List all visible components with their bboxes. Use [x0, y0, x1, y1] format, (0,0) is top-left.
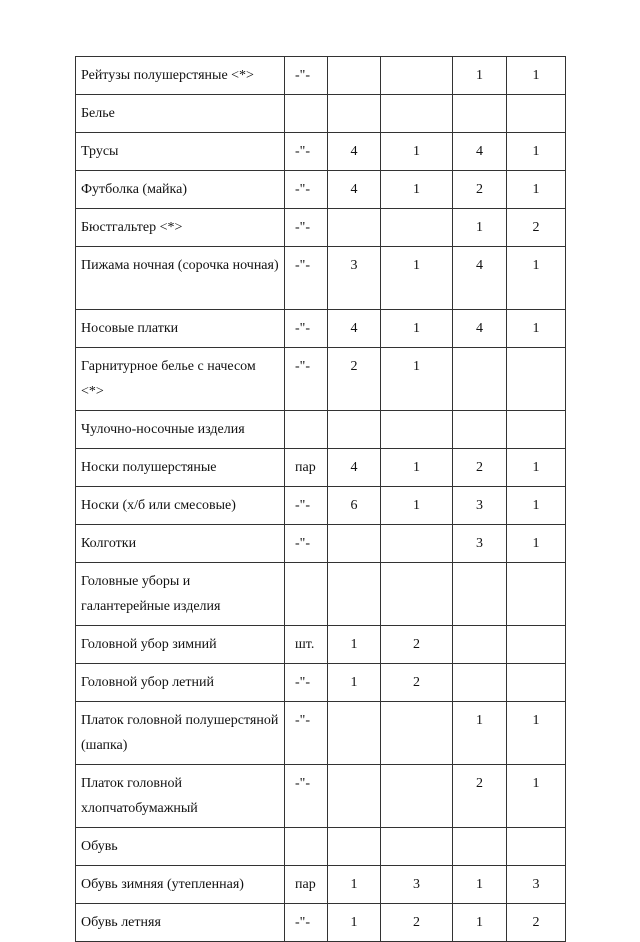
unit-cell: пар	[285, 449, 328, 487]
item-name-cell: Обувь летняя	[76, 904, 285, 942]
value-cell: 1	[453, 702, 507, 765]
value-cell: 1	[453, 904, 507, 942]
value-cell: 4	[328, 310, 381, 348]
value-cell	[381, 702, 453, 765]
value-cell: 4	[453, 133, 507, 171]
unit-cell: -"-	[285, 209, 328, 247]
unit-cell: -"-	[285, 133, 328, 171]
value-cell: 2	[453, 765, 507, 828]
table-row	[76, 310, 566, 348]
table-row	[76, 133, 566, 171]
table-row	[76, 904, 566, 942]
value-cell: 2	[328, 348, 381, 411]
value-cell	[507, 626, 566, 664]
unit-cell: -"-	[285, 348, 328, 411]
value-cell	[381, 411, 453, 449]
value-cell	[328, 828, 381, 866]
value-cell: 2	[453, 449, 507, 487]
value-cell: 3	[507, 866, 566, 904]
value-cell	[328, 525, 381, 563]
value-cell: 1	[507, 310, 566, 348]
table-row	[76, 866, 566, 904]
unit-cell: -"-	[285, 57, 328, 95]
unit-cell: -"-	[285, 525, 328, 563]
value-cell	[507, 95, 566, 133]
value-cell: 1	[381, 348, 453, 411]
table-row	[76, 449, 566, 487]
value-cell	[328, 702, 381, 765]
value-cell: 1	[507, 525, 566, 563]
value-cell	[328, 95, 381, 133]
unit-cell: -"-	[285, 765, 328, 828]
value-cell	[453, 95, 507, 133]
unit-cell: -"-	[285, 487, 328, 525]
table-row	[76, 563, 566, 626]
table-row	[76, 525, 566, 563]
value-cell	[328, 209, 381, 247]
value-cell	[453, 563, 507, 626]
unit-cell: -"-	[285, 310, 328, 348]
value-cell	[507, 664, 566, 702]
value-cell	[507, 348, 566, 411]
table-row	[76, 487, 566, 525]
value-cell: 2	[507, 904, 566, 942]
unit-cell: пар	[285, 866, 328, 904]
value-cell: 1	[381, 133, 453, 171]
unit-cell: -"-	[285, 171, 328, 209]
item-name-cell: Футболка (майка)	[76, 171, 285, 209]
unit-cell	[285, 563, 328, 626]
table-row	[76, 348, 566, 411]
value-cell	[381, 828, 453, 866]
value-cell: 1	[453, 209, 507, 247]
value-cell	[328, 57, 381, 95]
value-cell	[328, 765, 381, 828]
value-cell: 4	[328, 171, 381, 209]
value-cell	[381, 57, 453, 95]
table-row	[76, 171, 566, 209]
table-row	[76, 765, 566, 828]
table-row	[76, 828, 566, 866]
value-cell: 4	[453, 247, 507, 310]
value-cell: 2	[381, 904, 453, 942]
item-name-cell: Носки (х/б или смесовые)	[76, 487, 285, 525]
value-cell: 1	[328, 626, 381, 664]
value-cell	[453, 828, 507, 866]
item-name-cell: Колготки	[76, 525, 285, 563]
value-cell	[453, 626, 507, 664]
value-cell	[507, 563, 566, 626]
item-name-cell: Носки полушерстяные	[76, 449, 285, 487]
value-cell: 1	[328, 866, 381, 904]
unit-cell: -"-	[285, 904, 328, 942]
value-cell: 2	[381, 664, 453, 702]
unit-cell	[285, 411, 328, 449]
value-cell	[507, 411, 566, 449]
norms-table	[75, 56, 566, 942]
value-cell: 1	[328, 664, 381, 702]
value-cell: 4	[328, 133, 381, 171]
value-cell: 3	[381, 866, 453, 904]
table-row	[76, 247, 566, 310]
value-cell: 2	[381, 626, 453, 664]
value-cell: 2	[453, 171, 507, 209]
section-heading-cell: Обувь	[76, 828, 285, 866]
item-name-cell: Трусы	[76, 133, 285, 171]
item-name-cell: Рейтузы полушерстяные <*>	[76, 57, 285, 95]
unit-cell: шт.	[285, 626, 328, 664]
table-row	[76, 95, 566, 133]
value-cell: 1	[381, 247, 453, 310]
unit-cell: -"-	[285, 247, 328, 310]
value-cell	[381, 563, 453, 626]
item-name-cell: Бюстгальтер <*>	[76, 209, 285, 247]
item-name-cell: Обувь зимняя (утепленная)	[76, 866, 285, 904]
item-name-cell: Платок головной хлопчатобумажный	[76, 765, 285, 828]
value-cell	[507, 828, 566, 866]
item-name-cell: Гарнитурное белье с начесом <*>	[76, 348, 285, 411]
value-cell	[381, 765, 453, 828]
value-cell	[381, 95, 453, 133]
table-row	[76, 626, 566, 664]
value-cell: 6	[328, 487, 381, 525]
table-row	[76, 57, 566, 95]
table-row	[76, 411, 566, 449]
item-name-cell: Головной убор зимний	[76, 626, 285, 664]
item-name-cell: Головной убор летний	[76, 664, 285, 702]
value-cell: 3	[453, 487, 507, 525]
table-row	[76, 209, 566, 247]
value-cell	[381, 209, 453, 247]
value-cell: 4	[328, 449, 381, 487]
value-cell: 1	[507, 702, 566, 765]
table-row	[76, 702, 566, 765]
item-name-cell: Пижама ночная (сорочка ночная)	[76, 247, 285, 310]
item-name-cell: Носовые платки	[76, 310, 285, 348]
section-heading-cell: Головные уборы и галантерейные изделия	[76, 563, 285, 626]
value-cell	[453, 411, 507, 449]
unit-cell	[285, 95, 328, 133]
value-cell: 3	[328, 247, 381, 310]
value-cell: 4	[453, 310, 507, 348]
value-cell: 1	[381, 487, 453, 525]
value-cell: 1	[381, 171, 453, 209]
section-heading-cell: Чулочно-носочные изделия	[76, 411, 285, 449]
section-heading-cell: Белье	[76, 95, 285, 133]
value-cell	[381, 525, 453, 563]
value-cell: 1	[507, 133, 566, 171]
unit-cell: -"-	[285, 664, 328, 702]
value-cell: 1	[507, 449, 566, 487]
value-cell: 1	[507, 171, 566, 209]
value-cell	[328, 563, 381, 626]
value-cell: 1	[507, 487, 566, 525]
value-cell: 1	[453, 866, 507, 904]
value-cell: 2	[507, 209, 566, 247]
table-row	[76, 664, 566, 702]
value-cell: 1	[507, 57, 566, 95]
unit-cell	[285, 828, 328, 866]
item-name-cell: Платок головной полушерстяной (шапка)	[76, 702, 285, 765]
value-cell	[453, 348, 507, 411]
value-cell: 1	[381, 310, 453, 348]
value-cell: 1	[507, 247, 566, 310]
value-cell: 1	[507, 765, 566, 828]
value-cell	[328, 411, 381, 449]
value-cell: 1	[453, 57, 507, 95]
unit-cell: -"-	[285, 702, 328, 765]
value-cell: 3	[453, 525, 507, 563]
value-cell: 1	[328, 904, 381, 942]
value-cell	[453, 664, 507, 702]
value-cell: 1	[381, 449, 453, 487]
